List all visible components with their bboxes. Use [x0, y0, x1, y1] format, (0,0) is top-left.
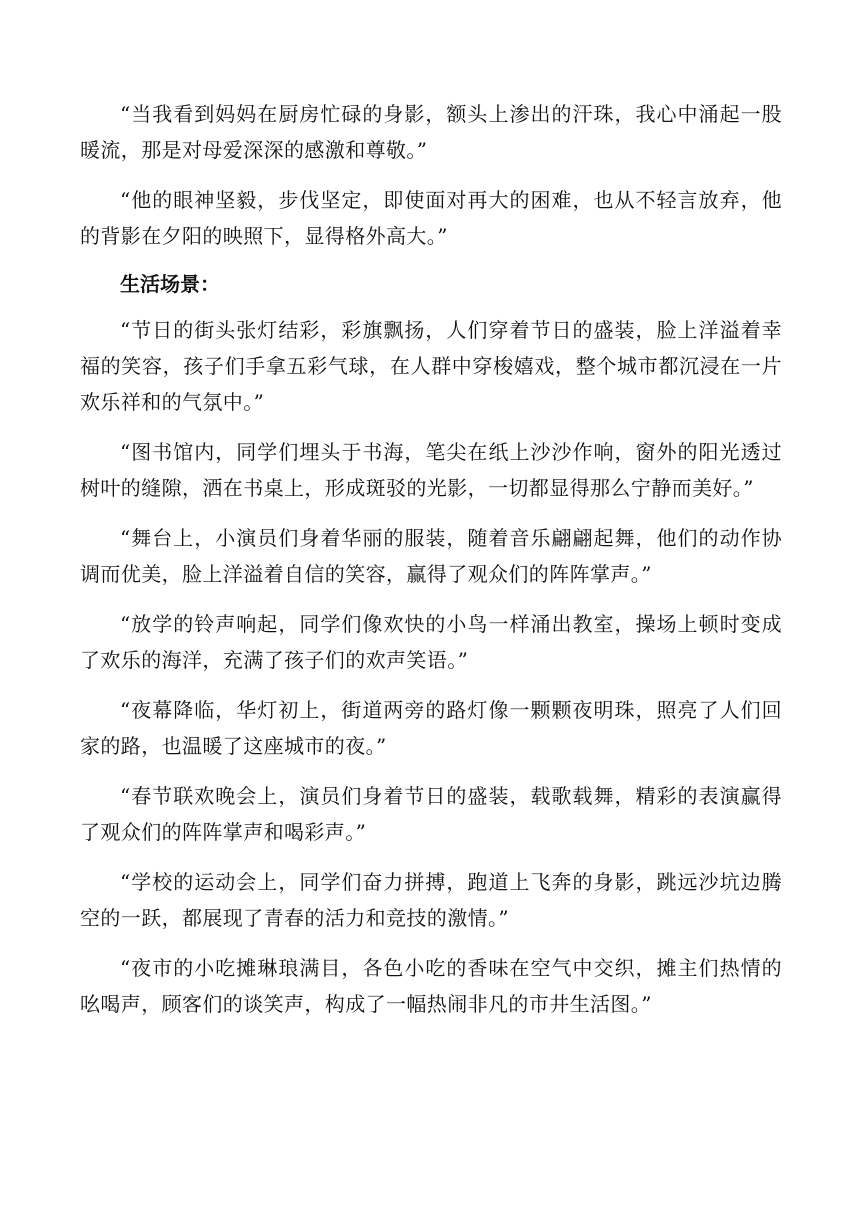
paragraph: “放学的铃声响起，同学们像欢快的小鸟一样涌出教室，操场上顿时变成了欢乐的海洋，充满了孩子们的欢声笑语。”: [80, 612, 782, 672]
paragraph: “舞台上，小演员们身着华丽的服装，随着音乐翩翩起舞，他们的动作协调而优美，脸上洋溢着自信的笑容，赢得了观众们的阵阵掌声。”: [80, 526, 782, 586]
paragraph: “夜幕降临，华灯初上，街道两旁的路灯像一颗颗夜明珠，照亮了人们回家的路，也温暖了这座城市的夜。”: [80, 698, 782, 758]
section-heading: 生活场景：: [120, 272, 220, 296]
paragraph: “他的眼神坚毅，步伐坚定，即使面对再大的困难，也从不轻言放弃，他的背影在夕阳的映照下，显得格外高大。”: [80, 188, 782, 248]
paragraph: “春节联欢晚会上，演员们身着节日的盛装，载歌载舞，精彩的表演赢得了观众们的阵阵掌声和喝彩声。”: [80, 784, 782, 844]
paragraph: “节日的街头张灯结彩，彩旗飘扬，人们穿着节日的盛装，脸上洋溢着幸福的笑容，孩子们手拿五彩气球，在人群中穿梭嬉戏，整个城市都沉浸在一片欢乐祥和的气氛中。”: [80, 318, 782, 414]
document-body: [80, 96, 782, 1036]
paragraph: “学校的运动会上，同学们奋力拼搏，跑道上飞奔的身影，跳远沙坑边腾空的一跃，都展现了青春的活力和竞技的激情。”: [80, 870, 782, 930]
paragraph: “图书馆内，同学们埋头于书海，笔尖在纸上沙沙作响，窗外的阳光透过树叶的缝隙，洒在书桌上，形成斑驳的光影，一切都显得那么宁静而美好。”: [80, 440, 782, 500]
paragraph: “当我看到妈妈在厨房忙碌的身影，额头上渗出的汗珠，我心中涌起一股暖流，那是对母爱深深的感激和尊敬。”: [80, 102, 782, 162]
paragraph: “夜市的小吃摊琳琅满目，各色小吃的香味在空气中交织，摊主们热情的吆喝声，顾客们的谈笑声，构成了一幅热闹非凡的市井生活图。”: [80, 956, 782, 1016]
